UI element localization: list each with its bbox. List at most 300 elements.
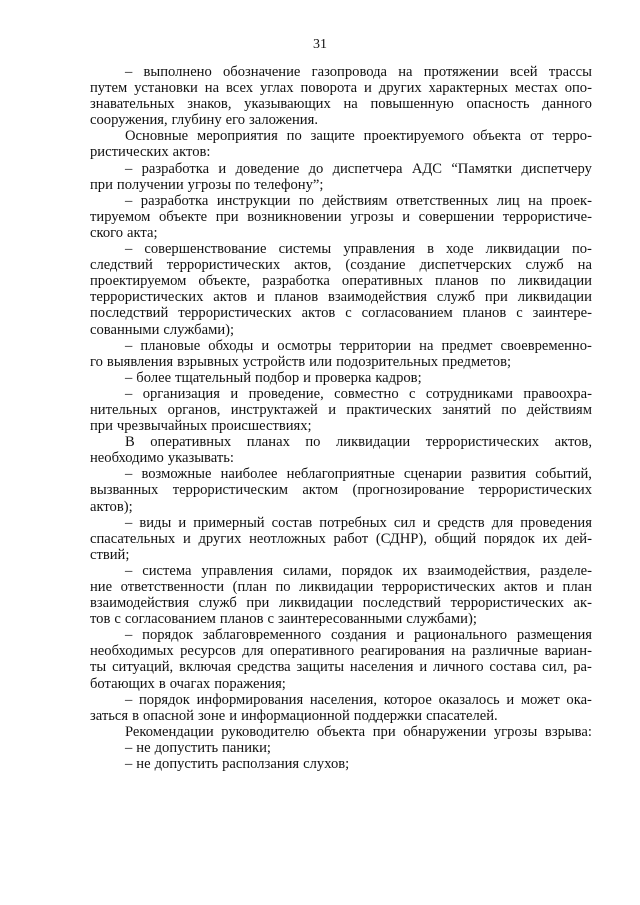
word: на	[398, 64, 413, 80]
word: поражения;	[214, 675, 286, 692]
word: служб	[525, 257, 564, 274]
word: поддержки	[353, 707, 423, 724]
word: сованными	[90, 321, 160, 338]
word: установки	[134, 80, 198, 97]
text-line	[90, 659, 592, 675]
word: террористических	[166, 257, 281, 274]
word: служб	[198, 595, 237, 612]
word: объекта	[316, 723, 366, 740]
word: ответственных	[396, 192, 489, 209]
text-line	[90, 450, 592, 466]
word: других	[378, 80, 422, 97]
word: террористических	[478, 482, 592, 499]
word: (прогнозирование	[352, 482, 465, 499]
word: акта;	[127, 224, 158, 241]
word: заинтере-	[532, 305, 592, 322]
word: согласованием	[124, 611, 216, 628]
text-line	[90, 273, 592, 289]
word: событий,	[535, 466, 592, 483]
word: при	[372, 723, 396, 740]
word: практических	[346, 401, 432, 418]
word: телефону”;	[254, 176, 324, 193]
word: различные	[472, 643, 539, 660]
word: слухов;	[303, 756, 350, 773]
text-line	[90, 515, 592, 531]
word: следствий	[90, 257, 153, 274]
word: последствий	[362, 595, 441, 612]
word: органов,	[167, 401, 221, 418]
word: информирования	[196, 691, 304, 708]
word: ликвидации	[335, 434, 411, 451]
text-line	[90, 209, 592, 225]
word: взрывных	[177, 353, 239, 370]
text-line	[90, 144, 592, 160]
word: –	[125, 514, 133, 531]
word: управления	[201, 562, 274, 579]
word: ответственности	[120, 579, 225, 595]
word: для	[242, 643, 264, 660]
word: ликвидации	[517, 273, 592, 290]
word: ра-	[573, 659, 592, 676]
text-line	[90, 724, 592, 740]
word: проектируемого	[363, 128, 464, 145]
text-line	[90, 563, 592, 579]
word: террористиче-	[502, 208, 592, 225]
word: или	[309, 353, 333, 370]
word: ние	[90, 579, 113, 595]
word: актов,	[294, 257, 332, 274]
word: заложения.	[249, 112, 318, 129]
word: паники;	[222, 739, 271, 756]
word: служб	[436, 289, 476, 306]
word: ситуаций,	[112, 659, 174, 676]
word: подозрительных	[336, 353, 439, 370]
word: порядок	[142, 627, 194, 644]
word: с	[267, 611, 274, 628]
word: –	[125, 64, 133, 80]
word: планов	[462, 305, 507, 322]
word: и	[178, 514, 187, 531]
word: (план	[232, 579, 267, 595]
word: го	[90, 353, 103, 370]
word: территории	[339, 337, 412, 354]
word: террористических	[381, 579, 496, 595]
word: силами,	[282, 562, 332, 579]
word: инструкции	[216, 192, 291, 209]
word: –	[125, 739, 133, 756]
word: населения,	[309, 691, 378, 708]
word: их	[542, 530, 558, 547]
text-line	[90, 80, 592, 96]
word: по	[501, 401, 517, 418]
word: допустить	[154, 739, 219, 756]
word: и	[256, 289, 265, 306]
word: его	[225, 112, 246, 129]
word: которое	[383, 691, 432, 708]
word: диспетчеру	[521, 160, 592, 177]
word: и	[229, 707, 238, 724]
word: всех	[225, 80, 254, 97]
word: инструктажей	[230, 401, 318, 418]
word: взрыва:	[544, 723, 592, 740]
text-line	[90, 499, 592, 515]
word: актов	[503, 579, 538, 595]
word: и	[419, 659, 428, 676]
text-line	[90, 531, 592, 547]
word: с	[516, 305, 523, 322]
word: и	[328, 401, 336, 418]
text-line	[90, 225, 592, 241]
word: устройств	[242, 353, 306, 370]
word: на	[204, 80, 220, 97]
word: террористических	[178, 305, 292, 322]
word: ристических	[90, 144, 169, 161]
word: актов:	[172, 144, 211, 161]
text-line	[90, 740, 592, 756]
text-line	[90, 611, 592, 627]
word: кадров;	[375, 369, 422, 386]
text-line	[90, 96, 592, 112]
word: углах	[259, 80, 294, 97]
word: актов);	[90, 498, 133, 515]
word: может	[520, 691, 560, 708]
text-line	[90, 370, 592, 386]
word: –	[125, 691, 133, 708]
word: с	[409, 385, 416, 402]
word: сооружения,	[90, 112, 168, 129]
word: –	[125, 562, 133, 579]
word: от	[530, 128, 544, 145]
word: действиям	[322, 192, 388, 209]
word: оперативных	[150, 434, 232, 451]
text-line	[90, 241, 592, 257]
text-line	[90, 756, 592, 772]
text-line	[90, 643, 592, 659]
word: ак-	[573, 595, 592, 612]
word: и	[261, 337, 270, 354]
word: Основные	[125, 128, 189, 145]
word: состава	[489, 659, 537, 676]
word: всей	[509, 64, 538, 80]
word: происшествиях;	[211, 418, 312, 435]
word: ликвидации	[299, 579, 374, 595]
text-line	[90, 386, 592, 402]
word: и	[422, 514, 431, 531]
word: диспетчера	[332, 160, 403, 177]
word: более	[136, 369, 172, 386]
word: система	[142, 562, 192, 579]
word: диспетчерских	[419, 257, 512, 274]
word: (создание	[345, 257, 406, 274]
word: план	[562, 579, 592, 595]
word: не	[136, 756, 151, 773]
word: данного	[542, 96, 592, 113]
word: плановые	[140, 337, 201, 354]
word: объекта	[472, 128, 522, 145]
word: актов	[213, 289, 247, 306]
word: тов	[90, 611, 111, 628]
word: службами);	[406, 611, 477, 628]
word: разделе-	[540, 562, 592, 579]
word: актов,	[554, 434, 592, 451]
word: террористических	[450, 595, 564, 612]
word: при	[90, 418, 113, 435]
word: тируемом	[90, 208, 151, 225]
word: планах	[246, 434, 290, 451]
word: личного	[433, 659, 484, 676]
word: средств	[437, 514, 485, 531]
word: характерных	[428, 80, 508, 97]
word: населения	[349, 659, 414, 676]
word: разработка	[262, 273, 330, 290]
word: службами);	[163, 321, 235, 338]
word: совершенствование	[144, 241, 267, 258]
word: терро-	[552, 128, 592, 145]
page-number: 31	[313, 37, 327, 52]
word: осмотры	[277, 337, 332, 354]
word: защите	[310, 128, 355, 145]
word: ствий;	[90, 546, 130, 563]
text-line	[90, 692, 592, 708]
word: угрозы	[187, 176, 232, 193]
word: и	[182, 530, 191, 547]
word: общий	[434, 530, 477, 547]
word: В	[125, 434, 135, 451]
word: чрезвычайных	[116, 418, 208, 435]
word: выполнено	[143, 64, 212, 80]
word: оказалось	[438, 691, 500, 708]
word: проведения	[520, 514, 592, 531]
word: проектируемом	[90, 273, 187, 290]
word: информационной	[241, 707, 350, 724]
word: и	[303, 369, 311, 386]
text-line	[90, 338, 592, 354]
text-line	[90, 177, 592, 193]
word: –	[125, 627, 133, 644]
word: включая	[179, 659, 232, 676]
word: ресурсов	[180, 643, 236, 660]
text-line	[90, 627, 592, 643]
word: действиям	[526, 401, 592, 418]
word: обнаружении	[403, 723, 487, 740]
word: ликвидации	[485, 241, 560, 258]
word: Рекомендации	[125, 723, 214, 740]
word: выявления	[106, 353, 174, 370]
word: –	[125, 369, 133, 386]
word: знавательных	[90, 96, 175, 113]
word: проверка	[314, 369, 372, 386]
word: разработка	[141, 160, 210, 177]
word: “Памятки	[451, 160, 513, 177]
word: сил,	[542, 659, 568, 676]
word: актов	[301, 305, 336, 322]
word: газопровода	[311, 64, 388, 80]
word: заться	[90, 707, 129, 724]
word: по	[286, 128, 302, 145]
word: оперативных	[341, 273, 423, 290]
word: порядок	[138, 691, 190, 708]
word: управления	[343, 241, 415, 258]
word: протяжении	[423, 64, 499, 80]
word: –	[125, 241, 133, 258]
word: допустить	[154, 756, 219, 773]
word: неблагоприятные	[286, 466, 395, 483]
text-line	[90, 434, 592, 450]
word: и	[230, 385, 239, 402]
word: развития	[471, 466, 527, 483]
word: объекте	[158, 208, 208, 225]
text-line	[90, 708, 592, 724]
word: оперативного	[270, 643, 355, 660]
word: потребных	[319, 514, 387, 531]
word: ходе	[446, 241, 474, 258]
word: по	[490, 273, 506, 290]
word: планов	[274, 289, 319, 306]
text-line	[90, 579, 592, 595]
word: глубину	[171, 112, 222, 129]
word: на	[343, 96, 358, 113]
word: тщательный	[175, 369, 252, 386]
word: для	[491, 514, 514, 531]
word: подбор	[255, 369, 300, 386]
word: и	[506, 691, 515, 708]
word: местах	[514, 80, 558, 97]
word: и	[364, 80, 372, 97]
word: ликвидации	[517, 289, 592, 306]
text-line	[90, 289, 592, 305]
text-line	[90, 161, 592, 177]
word: террористических	[90, 289, 204, 306]
word: занятий	[442, 401, 491, 418]
word: (СДНР),	[375, 530, 427, 547]
word: согласованием	[361, 305, 453, 322]
word: необходимых	[90, 643, 174, 660]
text-line	[90, 322, 592, 338]
word: по	[305, 434, 321, 451]
word: в	[427, 241, 434, 258]
word: на	[528, 192, 543, 209]
word: сил	[393, 514, 416, 531]
word: при	[90, 176, 113, 193]
word: указывать:	[167, 450, 234, 467]
word: при	[215, 208, 239, 225]
word: дей-	[565, 530, 592, 547]
word: спасателей.	[426, 707, 498, 724]
word: возможные	[141, 466, 212, 483]
word: ока-	[566, 691, 592, 708]
word: последствий	[90, 305, 169, 322]
word: предмет	[441, 337, 493, 354]
word: планов	[219, 611, 264, 628]
word: –	[125, 160, 133, 177]
word: сотрудниками	[425, 385, 513, 402]
word: заинтересованными	[277, 611, 403, 628]
text-line	[90, 482, 592, 498]
word: взаимодействия,	[427, 562, 531, 579]
word: доведение	[235, 160, 300, 177]
word: примерный	[193, 514, 265, 531]
word: на	[451, 643, 466, 660]
word: ского	[90, 224, 124, 241]
word: вызванных	[90, 482, 159, 499]
word: совместно	[334, 385, 399, 402]
word: в	[132, 707, 139, 724]
word: при	[484, 289, 508, 306]
word: спасательных	[90, 530, 176, 547]
word: разработка	[140, 192, 209, 209]
word: совершении	[418, 208, 495, 225]
text-line	[90, 595, 592, 611]
word: опо-	[564, 80, 592, 97]
word: работ	[333, 530, 369, 547]
word: актом	[302, 482, 339, 499]
word: –	[125, 192, 133, 209]
text-line	[90, 64, 592, 80]
word: террористических	[425, 434, 540, 451]
word: по-	[571, 241, 592, 258]
word: очагах	[169, 675, 211, 692]
word: руководителю	[221, 723, 310, 740]
word: предметов;	[442, 353, 512, 370]
word: сценарии	[403, 466, 462, 483]
word: с	[345, 305, 352, 322]
body-text	[90, 64, 592, 772]
text-line	[90, 547, 592, 563]
word: своевременно-	[500, 337, 592, 354]
word: зоне	[197, 707, 226, 724]
word: на	[419, 337, 434, 354]
word: обходы	[208, 337, 254, 354]
word: порядок	[483, 530, 535, 547]
word: порядок	[341, 562, 393, 579]
word: защиты	[296, 659, 345, 676]
word: вариан-	[544, 643, 592, 660]
word: размещения	[516, 627, 592, 644]
word: нительных	[90, 401, 158, 418]
word: ты	[90, 659, 107, 676]
word: с	[114, 611, 121, 628]
word: до	[308, 160, 324, 177]
word: и	[396, 627, 405, 644]
text-line	[90, 402, 592, 418]
word: их	[402, 562, 418, 579]
word: обозначение	[223, 64, 301, 80]
word: путем	[90, 80, 128, 97]
word: угрозы	[350, 208, 394, 225]
word: опасность	[466, 96, 530, 113]
word: поворота	[300, 80, 358, 97]
text-line	[90, 193, 592, 209]
word: террористическим	[172, 482, 288, 499]
word: мероприятия	[196, 128, 278, 145]
word: –	[125, 385, 133, 402]
word: по	[298, 192, 314, 209]
text-line	[90, 128, 592, 144]
word: ликвидации	[278, 595, 354, 612]
text-line	[90, 305, 592, 321]
word: реагирования	[360, 643, 445, 660]
word: трассы	[548, 64, 592, 80]
word: лиц	[496, 192, 520, 209]
word: получении	[116, 176, 184, 193]
word: рационального	[413, 627, 508, 644]
word: –	[125, 337, 133, 354]
word: знаков,	[187, 96, 232, 113]
word: взаимодействия	[327, 289, 427, 306]
text-line	[90, 418, 592, 434]
word: по	[275, 579, 291, 595]
word: проведение,	[248, 385, 324, 402]
